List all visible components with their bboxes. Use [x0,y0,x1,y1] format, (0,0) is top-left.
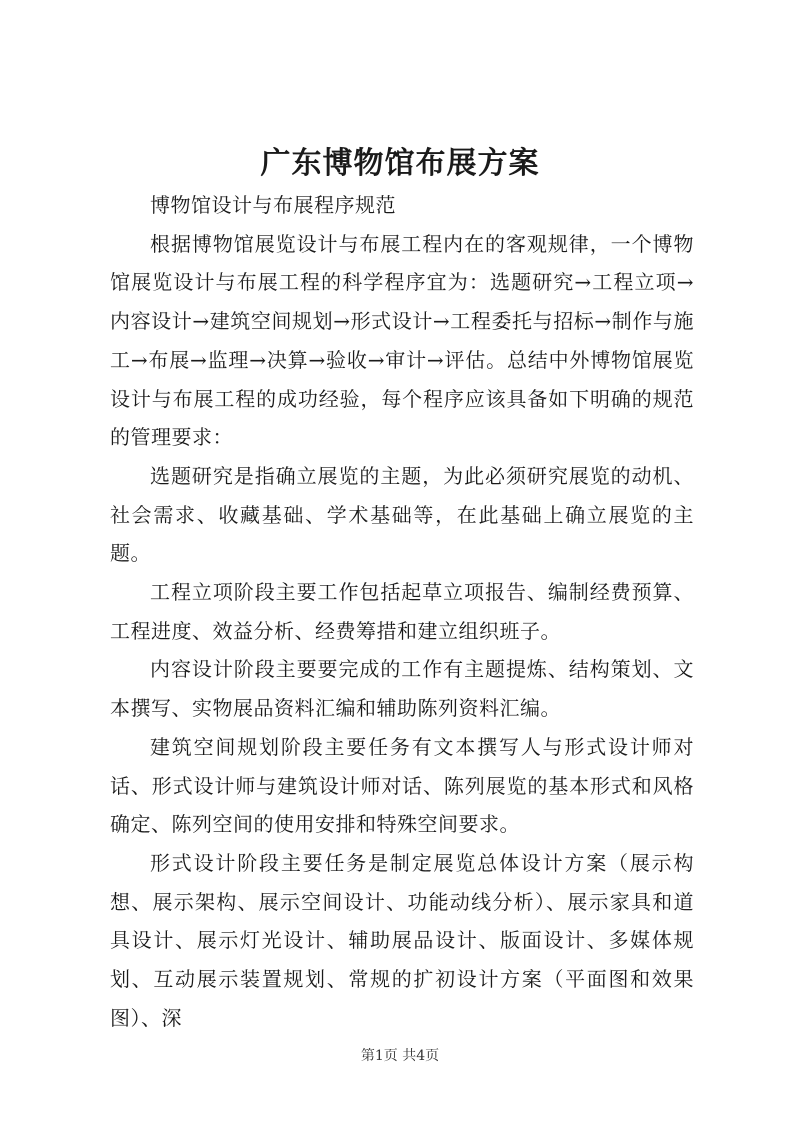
section-heading: 博物馆设计与布展程序规范 [150,193,396,217]
paragraph-procedure: 根据博物馆展览设计与布展工程内在的客观规律，一个博物馆展览设计与布展工程的科学程序宜为：选题研究→工程立项→内容设计→建筑空间规划→形式设计→工程委托与招标→制作与施工→布展→监理→决算→验收→审计→评估。总结中外博物馆展览设计与布展工程的成功经验，每个程序应该具备如下明确的规范的管理要求： [110,231,694,450]
document-body [110,186,694,1037]
paragraph-project-approval: 工程立项阶段主要工作包括起草立项报告、编制经费预算、工程进度、效益分析、经费筹措和建立组织班子。 [110,580,694,643]
paragraph-content-design: 内容设计阶段主要要完成的工作有主题提炼、结构策划、文本撰写、实物展品资料汇编和辅助陈列资料汇编。 [110,657,694,721]
paragraph-topic-research: 选题研究是指确立展览的主题，为此必须研究展览的动机、社会需求、收藏基础、学术基础等，在此基础上确立展览的主题。 [110,463,694,566]
document-title: 广东博物馆布展方案 [260,146,540,181]
page-number: 第1页 共4页 [360,1048,440,1064]
paragraph-space-planning: 建筑空间规划阶段主要任务有文本撰写人与形式设计师对话、形式设计师与建筑设计师对话、陈列展览的基本形式和风格确定、陈列空间的使用安排和特殊空间要求。 [110,734,694,837]
paragraph-form-design: 形式设计阶段主要任务是制定展览总体设计方案（展示构想、展示架构、展示空间设计、功能动线分析）、展示家具和道具设计、展示灯光设计、辅助展品设计、版面设计、多媒体规划、互动展示装置规划、常规的扩初设计方案（平面图和效果图）、深 [110,850,694,1030]
